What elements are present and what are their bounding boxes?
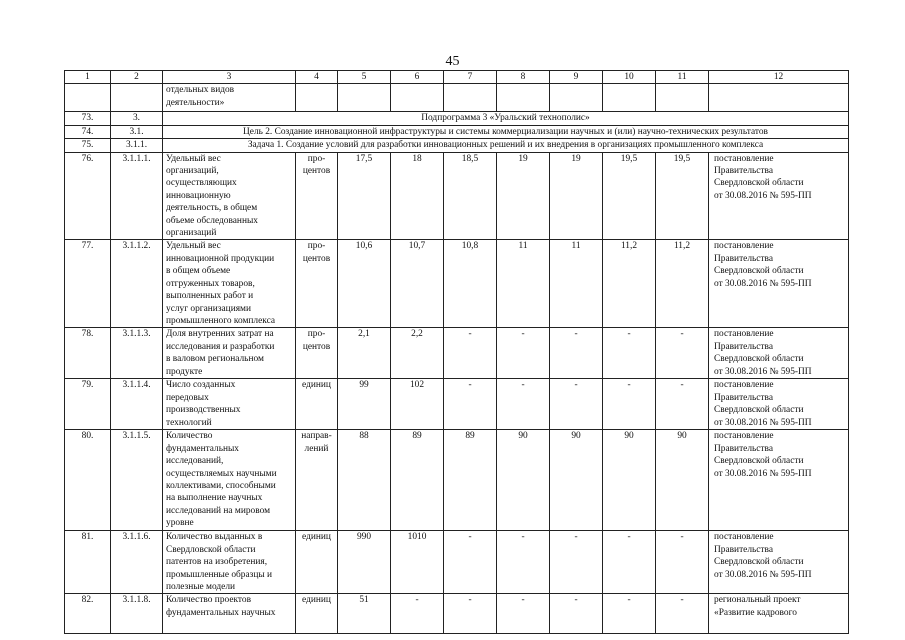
value-cell: 18 [391,152,444,240]
value-cell: 17,5 [338,152,391,240]
row-code: 3. [111,112,163,125]
value-cell: - [391,594,444,634]
value-cell: 2,2 [391,328,444,379]
table-row [65,531,849,594]
section-row [65,139,849,152]
section-title: Подпрограмма 3 «Уральский технополис» [163,112,849,125]
value-cell: 10,6 [338,240,391,328]
value-cell: 18,5 [444,152,497,240]
header-cell: 1 [65,71,111,84]
value-cell: 102 [391,379,444,430]
row-number: 79. [65,379,111,430]
section-rows [65,112,849,152]
value-cell: - [444,531,497,594]
header-row [65,71,849,84]
header-cell: 9 [550,71,603,84]
header-cell: 3 [163,71,296,84]
value-cell: 19 [550,152,603,240]
unit-of-measure: про- центов [296,152,338,240]
table-row [65,328,849,379]
continuation-row [65,84,849,112]
value-cell: 90 [550,430,603,531]
value-cell: - [603,594,656,634]
indicator-name: Число созданных передовых производственных технологий [163,379,296,430]
indicator-name: Количество фундаментальных исследований, осуществляемых научными коллективами, способными на выполнение научных исследований на мировом уровне [163,430,296,531]
unit-of-measure: единиц [296,594,338,634]
source-document: постановление Правительства Свердловской области от 30.08.2016 № 595-ПП [709,531,849,594]
value-cell: - [497,379,550,430]
value-cell: 11,2 [603,240,656,328]
row-code: 3.1.1.8. [111,594,163,634]
value-cell: 88 [338,430,391,531]
value-cell: 99 [338,379,391,430]
header-cell: 12 [709,71,849,84]
value-cell: - [603,379,656,430]
header-cell: 6 [391,71,444,84]
row-number: 82. [65,594,111,634]
header-cell: 4 [296,71,338,84]
value-cell: - [497,594,550,634]
header-cell: 5 [338,71,391,84]
table-row [65,379,849,430]
header-cell: 11 [656,71,709,84]
row-number: 77. [65,240,111,328]
value-cell: 11,2 [656,240,709,328]
value-cell: 90 [497,430,550,531]
unit-of-measure: направ- лений [296,430,338,531]
value-cell: 89 [444,430,497,531]
unit-of-measure: про- центов [296,240,338,328]
value-cell: 2,1 [338,328,391,379]
row-code: 3.1.1.2. [111,240,163,328]
value-cell: 51 [338,594,391,634]
value-cell: - [603,328,656,379]
section-row [65,125,849,138]
table-row [65,152,849,240]
value-cell: - [497,531,550,594]
value-cell: - [444,328,497,379]
indicator-name: Количество проектов фундаментальных научных [163,594,296,634]
value-cell: - [656,531,709,594]
row-code: 3.1.1.3. [111,328,163,379]
source-document: постановление Правительства Свердловской области от 30.08.2016 № 595-ПП [709,240,849,328]
source-document: региональный проект «Развитие кадрового [709,594,849,634]
value-cell: - [550,328,603,379]
value-cell: 11 [550,240,603,328]
table-row [65,240,849,328]
row-code: 3.1.1.6. [111,531,163,594]
row-number: 73. [65,112,111,125]
header-cell: 2 [111,71,163,84]
row-number: 81. [65,531,111,594]
row-number: 78. [65,328,111,379]
source-document: постановление Правительства Свердловской области от 30.08.2016 № 595-ПП [709,430,849,531]
value-cell: - [497,328,550,379]
header-cell: 10 [603,71,656,84]
source-document: постановление Правительства Свердловской области от 30.08.2016 № 595-ПП [709,328,849,379]
table-row [65,594,849,634]
value-cell: 10,7 [391,240,444,328]
value-cell: - [550,594,603,634]
value-cell: 10,8 [444,240,497,328]
unit-of-measure: единиц [296,379,338,430]
row-code: 3.1.1.5. [111,430,163,531]
value-cell: 89 [391,430,444,531]
value-cell: - [444,594,497,634]
indicator-name: Количество выданных в Свердловской области патентов на изобретения, промышленные образцы и полезные модели [163,531,296,594]
section-row [65,112,849,125]
value-cell: 90 [603,430,656,531]
row-code: 3.1.1.1. [111,152,163,240]
value-cell: - [656,328,709,379]
row-code: 3.1.1. [111,139,163,152]
value-cell: 990 [338,531,391,594]
value-cell: 1010 [391,531,444,594]
value-cell: 19,5 [603,152,656,240]
value-cell: - [550,531,603,594]
value-cell: 11 [497,240,550,328]
unit-of-measure: про- центов [296,328,338,379]
value-cell: 19 [497,152,550,240]
value-cell: 19,5 [656,152,709,240]
value-cell: - [550,379,603,430]
row-code: 3.1.1.4. [111,379,163,430]
indicator-rows [65,152,849,634]
header-cell: 8 [497,71,550,84]
row-number: 76. [65,152,111,240]
page-number: 45 [445,54,460,69]
source-document: постановление Правительства Свердловской области от 30.08.2016 № 595-ПП [709,152,849,240]
row-number: 74. [65,125,111,138]
header-cell: 7 [444,71,497,84]
unit-of-measure: единиц [296,531,338,594]
row-code: 3.1. [111,125,163,138]
section-title: Задача 1. Создание условий для разработки инновационных решений и их внедрения в организациях промышленного комплекса [163,139,849,152]
indicator-name: Доля внутренних затрат на исследования и разработки в валовом региональном продукте [163,328,296,379]
indicator-name: Удельный вес организаций, осуществляющих инновационную деятельность, в общем объеме обследованных организаций [163,152,296,240]
indicators-table [64,70,849,634]
continuation-text: отдельных видов деятельности» [163,84,296,112]
value-cell: - [656,594,709,634]
value-cell: 90 [656,430,709,531]
value-cell: - [444,379,497,430]
table-row [65,430,849,531]
value-cell: - [603,531,656,594]
row-number: 80. [65,430,111,531]
section-title: Цель 2. Создание инновационной инфраструктуры и системы коммерциализации научных и (или) научно-технических результатов [163,125,849,138]
indicator-name: Удельный вес инновационной продукции в общем объеме отгруженных товаров, выполненных работ и услуг организациями промышленного комплекса [163,240,296,328]
row-number: 75. [65,139,111,152]
source-document: постановление Правительства Свердловской области от 30.08.2016 № 595-ПП [709,379,849,430]
value-cell: - [656,379,709,430]
